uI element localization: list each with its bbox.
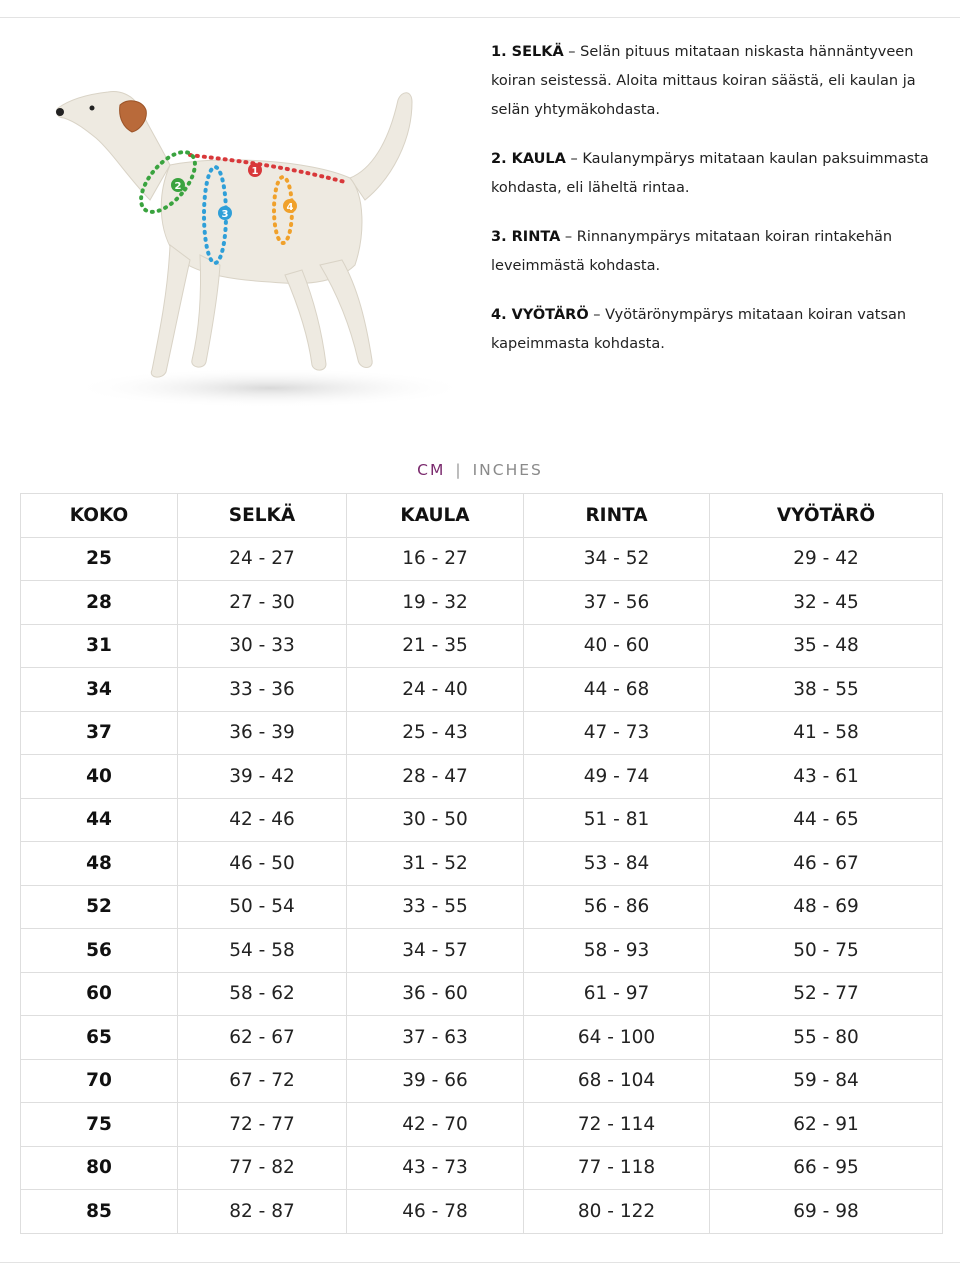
measure-cell: 46 - 50 bbox=[178, 842, 347, 886]
measure-cell: 52 - 77 bbox=[710, 972, 943, 1016]
unit-switch bbox=[0, 461, 960, 479]
measure-cell: 32 - 45 bbox=[710, 581, 943, 625]
header-rinta: RINTA bbox=[524, 494, 710, 538]
measure-cell: 34 - 52 bbox=[524, 537, 710, 581]
size-cell: 65 bbox=[21, 1016, 178, 1060]
dog-nose bbox=[56, 108, 64, 116]
dog-shadow bbox=[70, 368, 470, 408]
size-cell: 28 bbox=[21, 581, 178, 625]
table-row bbox=[21, 668, 943, 712]
measure-cell: 50 - 54 bbox=[178, 885, 347, 929]
size-cell: 52 bbox=[21, 885, 178, 929]
measure-cell: 36 - 60 bbox=[347, 972, 524, 1016]
measure-cell: 66 - 95 bbox=[710, 1146, 943, 1190]
measurement-guide bbox=[491, 38, 947, 379]
measure-cell: 42 - 70 bbox=[347, 1103, 524, 1147]
guide-item-rinta: 3. RINTA – Rinnanympärys mitataan koiran rintakehän leveimmästä kohdasta. bbox=[491, 229, 893, 274]
marker-4-label: 4 bbox=[286, 202, 294, 213]
table-row bbox=[21, 972, 943, 1016]
guide-item-selka: 1. SELKÄ – Selän pituus mitataan niskasta hännäntyveen koiran seistessä. Aloita mittaus koiran säästä, eli kaulan ja selän yhtymäkohdasta. bbox=[491, 44, 916, 118]
table-row bbox=[21, 755, 943, 799]
measure-cell: 77 - 118 bbox=[524, 1146, 710, 1190]
measure-cell: 30 - 50 bbox=[347, 798, 524, 842]
measure-cell: 37 - 56 bbox=[524, 581, 710, 625]
table-row bbox=[21, 842, 943, 886]
guide-item-vyotaro: 4. VYÖTÄRÖ – Vyötärönympärys mitataan koiran vatsan kapeimmasta kohdasta. bbox=[491, 307, 907, 352]
measure-cell: 41 - 58 bbox=[710, 711, 943, 755]
measure-cell: 36 - 39 bbox=[178, 711, 347, 755]
unit-cm-tab[interactable]: CM bbox=[417, 461, 446, 479]
measure-cell: 48 - 69 bbox=[710, 885, 943, 929]
measure-cell: 19 - 32 bbox=[347, 581, 524, 625]
measure-cell: 24 - 27 bbox=[178, 537, 347, 581]
size-cell: 56 bbox=[21, 929, 178, 973]
guide-item-kaula: 2. KAULA – Kaulanympärys mitataan kaulan paksuimmasta kohdasta, eli läheltä rintaa. bbox=[491, 151, 929, 196]
measure-cell: 43 - 73 bbox=[347, 1146, 524, 1190]
dog-measurement-figure bbox=[20, 60, 480, 420]
measure-cell: 39 - 66 bbox=[347, 1059, 524, 1103]
dog-silhouette bbox=[56, 92, 412, 378]
table-row bbox=[21, 537, 943, 581]
measure-cell: 33 - 55 bbox=[347, 885, 524, 929]
measure-cell: 47 - 73 bbox=[524, 711, 710, 755]
table-row bbox=[21, 624, 943, 668]
measure-cell: 28 - 47 bbox=[347, 755, 524, 799]
header-kaula: KAULA bbox=[347, 494, 524, 538]
measure-cell: 72 - 114 bbox=[524, 1103, 710, 1147]
measure-cell: 21 - 35 bbox=[347, 624, 524, 668]
unit-separator: | bbox=[455, 461, 463, 479]
table-row bbox=[21, 1059, 943, 1103]
marker-3-label: 3 bbox=[221, 209, 229, 220]
measure-cell: 50 - 75 bbox=[710, 929, 943, 973]
table-row bbox=[21, 1146, 943, 1190]
size-cell: 34 bbox=[21, 668, 178, 712]
size-cell: 44 bbox=[21, 798, 178, 842]
measure-cell: 30 - 33 bbox=[178, 624, 347, 668]
unit-inches-tab[interactable]: INCHES bbox=[472, 461, 543, 479]
measure-cell: 29 - 42 bbox=[710, 537, 943, 581]
measure-cell: 59 - 84 bbox=[710, 1059, 943, 1103]
measure-cell: 67 - 72 bbox=[178, 1059, 347, 1103]
size-cell: 37 bbox=[21, 711, 178, 755]
header-koko: KOKO bbox=[21, 494, 178, 538]
measure-cell: 42 - 46 bbox=[178, 798, 347, 842]
size-table bbox=[20, 493, 943, 1234]
measure-cell: 34 - 57 bbox=[347, 929, 524, 973]
top-divider bbox=[0, 17, 960, 18]
measure-cell: 46 - 67 bbox=[710, 842, 943, 886]
table-row bbox=[21, 1190, 943, 1234]
measure-cell: 27 - 30 bbox=[178, 581, 347, 625]
marker-1-label: 1 bbox=[251, 166, 259, 177]
dog-eye bbox=[90, 106, 95, 111]
table-header-row bbox=[21, 494, 943, 538]
measure-cell: 80 - 122 bbox=[524, 1190, 710, 1234]
table-row bbox=[21, 1103, 943, 1147]
table-row bbox=[21, 885, 943, 929]
measure-cell: 40 - 60 bbox=[524, 624, 710, 668]
measure-cell: 55 - 80 bbox=[710, 1016, 943, 1060]
header-selka: SELKÄ bbox=[178, 494, 347, 538]
size-table-body bbox=[21, 537, 943, 1233]
measure-cell: 46 - 78 bbox=[347, 1190, 524, 1234]
size-cell: 85 bbox=[21, 1190, 178, 1234]
measure-cell: 49 - 74 bbox=[524, 755, 710, 799]
marker-2-label: 2 bbox=[174, 181, 182, 192]
bottom-divider bbox=[0, 1262, 960, 1263]
size-cell: 60 bbox=[21, 972, 178, 1016]
measure-cell: 62 - 91 bbox=[710, 1103, 943, 1147]
measure-cell: 72 - 77 bbox=[178, 1103, 347, 1147]
header-vyotaro: VYÖTÄRÖ bbox=[710, 494, 943, 538]
table-row bbox=[21, 711, 943, 755]
measure-cell: 62 - 67 bbox=[178, 1016, 347, 1060]
size-cell: 75 bbox=[21, 1103, 178, 1147]
measure-cell: 38 - 55 bbox=[710, 668, 943, 712]
measure-cell: 24 - 40 bbox=[347, 668, 524, 712]
measure-cell: 35 - 48 bbox=[710, 624, 943, 668]
measure-cell: 68 - 104 bbox=[524, 1059, 710, 1103]
table-row bbox=[21, 581, 943, 625]
measure-cell: 25 - 43 bbox=[347, 711, 524, 755]
measure-cell: 58 - 62 bbox=[178, 972, 347, 1016]
measure-cell: 64 - 100 bbox=[524, 1016, 710, 1060]
measure-cell: 43 - 61 bbox=[710, 755, 943, 799]
measure-cell: 56 - 86 bbox=[524, 885, 710, 929]
size-cell: 31 bbox=[21, 624, 178, 668]
table-row bbox=[21, 798, 943, 842]
measure-cell: 58 - 93 bbox=[524, 929, 710, 973]
measure-cell: 33 - 36 bbox=[178, 668, 347, 712]
measure-cell: 44 - 68 bbox=[524, 668, 710, 712]
measure-cell: 44 - 65 bbox=[710, 798, 943, 842]
measure-cell: 51 - 81 bbox=[524, 798, 710, 842]
measure-cell: 69 - 98 bbox=[710, 1190, 943, 1234]
size-cell: 70 bbox=[21, 1059, 178, 1103]
size-cell: 80 bbox=[21, 1146, 178, 1190]
measure-cell: 54 - 58 bbox=[178, 929, 347, 973]
size-cell: 48 bbox=[21, 842, 178, 886]
measure-cell: 16 - 27 bbox=[347, 537, 524, 581]
table-row bbox=[21, 929, 943, 973]
size-cell: 40 bbox=[21, 755, 178, 799]
measure-cell: 61 - 97 bbox=[524, 972, 710, 1016]
measure-cell: 77 - 82 bbox=[178, 1146, 347, 1190]
size-cell: 25 bbox=[21, 537, 178, 581]
measure-cell: 37 - 63 bbox=[347, 1016, 524, 1060]
measure-cell: 53 - 84 bbox=[524, 842, 710, 886]
measure-cell: 39 - 42 bbox=[178, 755, 347, 799]
table-row bbox=[21, 1016, 943, 1060]
measure-cell: 31 - 52 bbox=[347, 842, 524, 886]
measure-cell: 82 - 87 bbox=[178, 1190, 347, 1234]
